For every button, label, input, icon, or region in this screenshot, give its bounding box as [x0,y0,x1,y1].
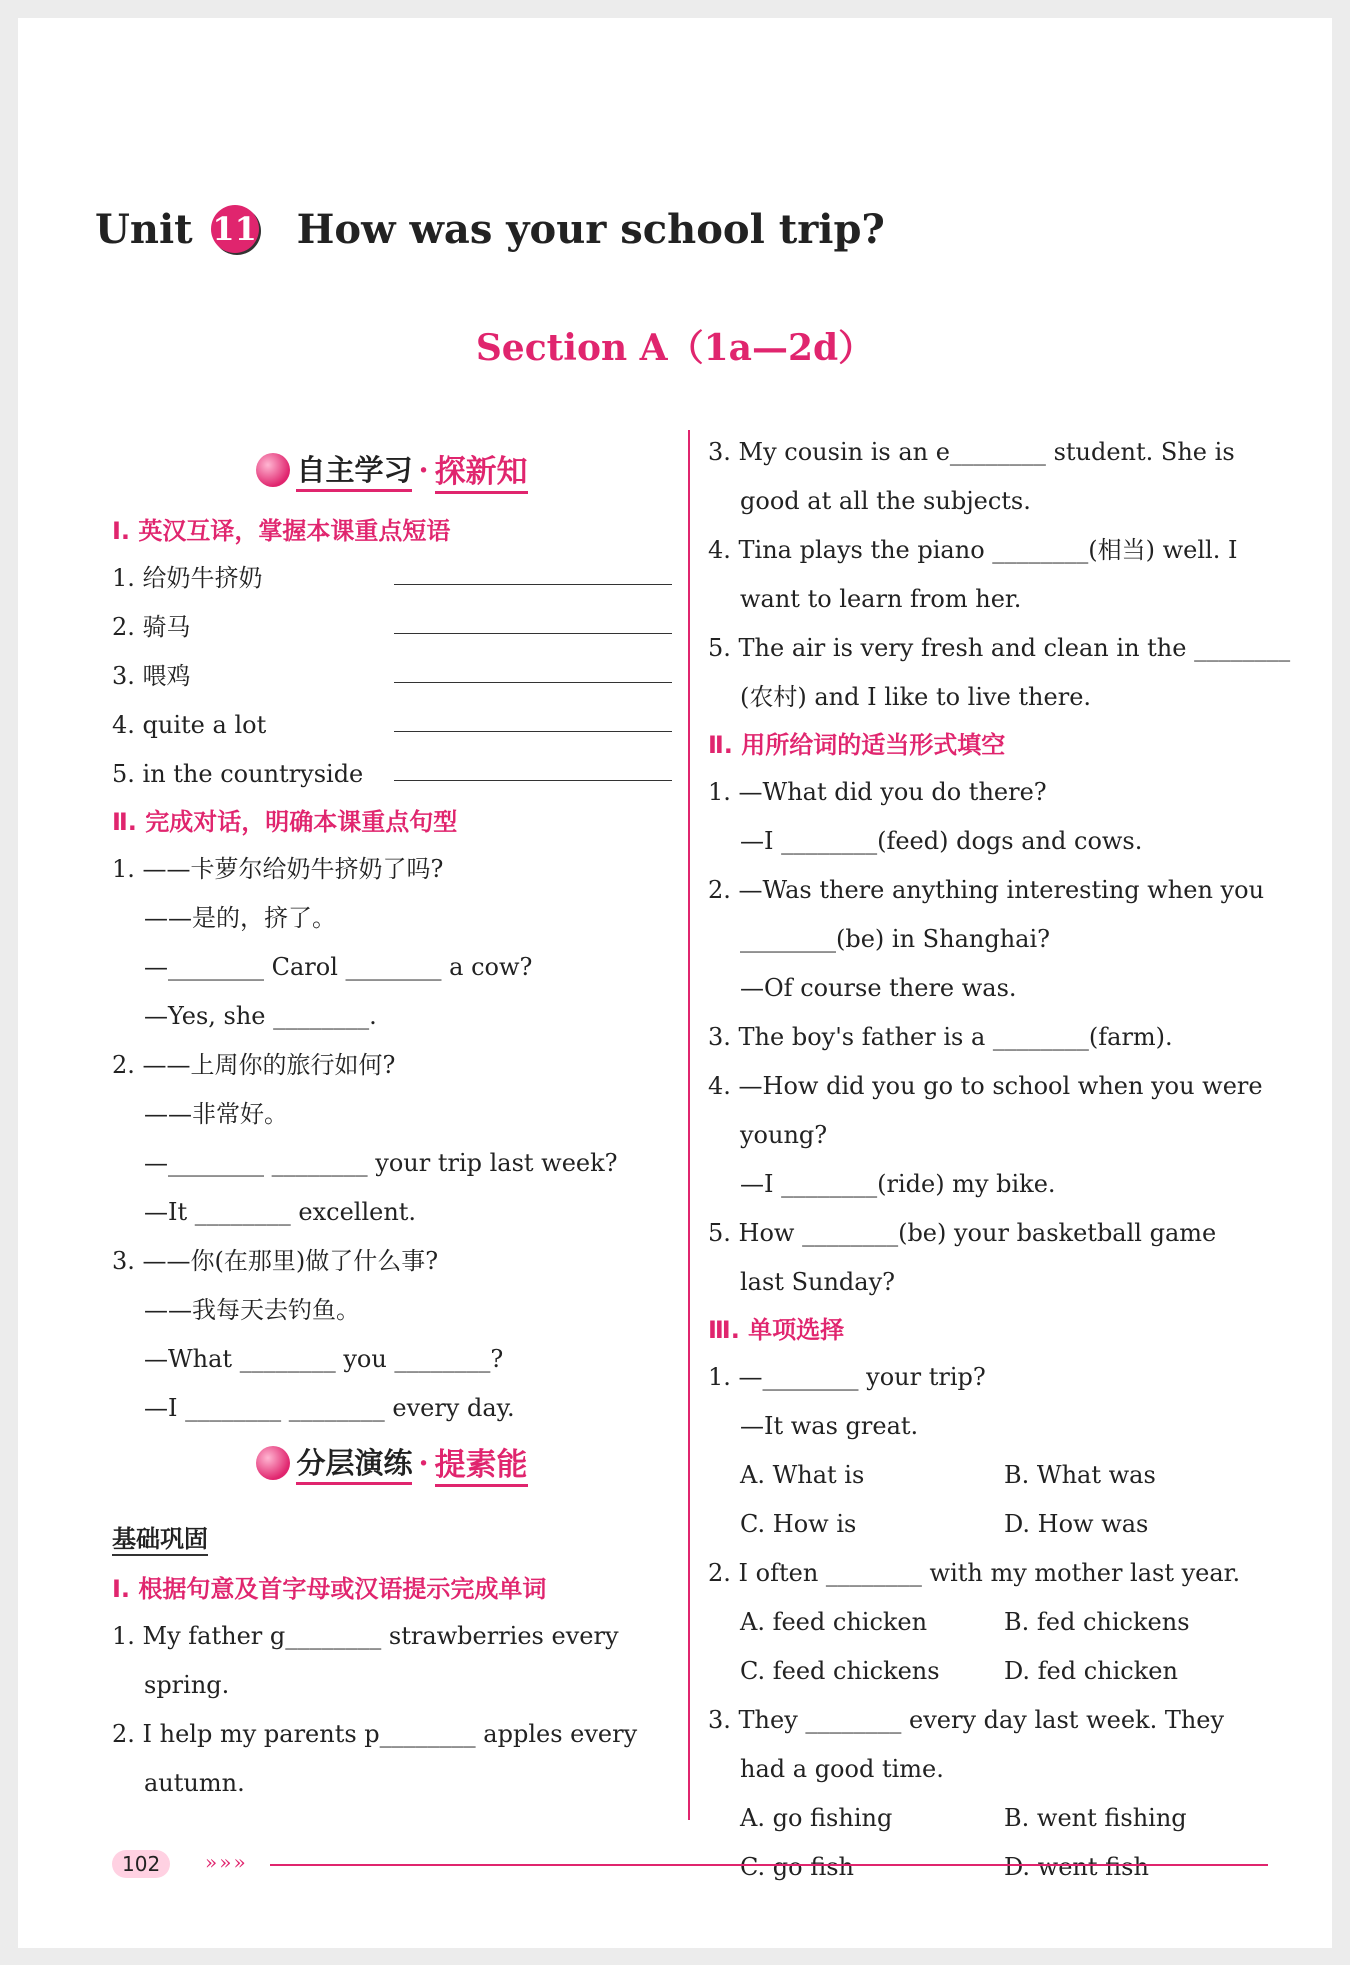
banner-left-text: 分层演练 [296,1441,412,1485]
unit-title [95,205,885,253]
dialogue-line: ——是的，挤了。 [144,904,336,932]
option-a[interactable]: A. What is [740,1461,865,1489]
mc-stem[interactable]: 2. I often ________ with my mother last year. [708,1559,1241,1587]
list-item: 2. 骑马 [112,603,672,652]
question-line: —Of course there was. [740,974,1017,1002]
option-b[interactable]: B. What was [1004,1461,1156,1489]
dialogue-line[interactable]: —I ________ ________ every day. [144,1394,515,1422]
mc-stem[interactable]: 3. They ________ every day last week. They [708,1706,1225,1734]
question-line[interactable]: 1. My father g________ strawberries every [112,1622,619,1650]
unit-title-text: How was your school trip? [296,205,885,253]
question-line[interactable]: 4. Tina plays the piano ________(相当) well. I [708,536,1238,564]
banner-left-text: 自主学习 [296,448,412,492]
mc-stem-cont: had a good time. [740,1755,944,1783]
option-d[interactable]: D. fed chicken [1004,1657,1178,1685]
page-number: 102 [112,1850,170,1878]
column-divider [688,430,690,1820]
footer-rule [270,1864,1268,1866]
option-c[interactable]: C. feed chickens [740,1657,940,1685]
question-line: young? [740,1121,828,1149]
dialogue-line[interactable]: —________ Carol ________ a cow? [144,953,533,981]
dialogue-line: ——非常好。 [144,1100,288,1128]
question-line: good at all the subjects. [740,487,1031,515]
list-item: 1. 给奶牛挤奶 [112,554,672,603]
mc-stem[interactable]: 1. —________ your trip? [708,1363,986,1391]
banner-practice [112,1433,672,1493]
part4-heading: Ⅱ. 用所给词的适当形式填空 [708,731,1006,759]
question-line[interactable]: 3. My cousin is an e________ student. She is [708,438,1235,466]
part5-heading: Ⅲ. 单项选择 [708,1316,845,1344]
mc-options [708,1843,1268,1892]
dot-icon: · [418,1446,429,1480]
question-line: autumn. [144,1769,245,1797]
mc-options [708,1451,1268,1500]
option-d[interactable]: D. went fish [1004,1853,1149,1881]
arrows-icon: »»» [205,1850,248,1874]
mc-options [708,1794,1268,1843]
unit-number-badge: 11 [211,205,259,253]
ball-icon [256,1446,290,1480]
option-b[interactable]: B. went fishing [1004,1804,1187,1832]
list-item: 3. 喂鸡 [112,652,672,701]
question-line[interactable]: 3. The boy's father is a ________(farm). [708,1023,1173,1051]
option-b[interactable]: B. fed chickens [1004,1608,1190,1636]
part3-heading: Ⅰ. 根据句意及首字母或汉语提示完成单词 [112,1575,547,1603]
ball-icon [256,453,290,487]
option-c[interactable]: C. How is [740,1510,857,1538]
answer-blank[interactable] [394,584,672,585]
dialogue-line[interactable]: —It ________ excellent. [144,1198,417,1226]
dialogue-line: 1. ——卡萝尔给奶牛挤奶了吗? [112,855,444,883]
list-item: 4. quite a lot [112,701,672,750]
dialogue-line: 2. ——上周你的旅行如何? [112,1051,396,1079]
unit-label: Unit [95,205,193,253]
banner-right-text: 探新知 [435,446,528,494]
mc-options [708,1647,1268,1696]
option-c[interactable]: C. go fish [740,1853,854,1881]
dot-icon: · [418,453,429,487]
question-line[interactable]: 5. The air is very fresh and clean in the ________ [708,634,1291,662]
left-column [112,440,672,1808]
question-line: want to learn from her. [740,585,1022,613]
option-a[interactable]: A. feed chicken [740,1608,928,1636]
answer-blank[interactable] [394,780,672,781]
mc-options [708,1598,1268,1647]
question-line: last Sunday? [740,1268,896,1296]
option-d[interactable]: D. How was [1004,1510,1149,1538]
list-item: 5. in the countryside [112,750,672,799]
question-line[interactable]: ________(be) in Shanghai? [740,925,1051,953]
question-line: 2. —Was there anything interesting when you [708,876,1265,904]
dialogue-line: ——我每天去钓鱼。 [144,1296,360,1324]
question-line: 4. —How did you go to school when you were [708,1072,1263,1100]
question-line[interactable]: —I ________(ride) my bike. [740,1170,1056,1198]
mc-options [708,1500,1268,1549]
question-line[interactable]: 5. How ________(be) your basketball game [708,1219,1217,1247]
section-title: Section A（1a—2d） [475,327,875,369]
option-a[interactable]: A. go fishing [740,1804,893,1832]
basic-subheading: 基础巩固 [112,1519,208,1556]
right-column [708,428,1291,1892]
banner-self-study [112,440,672,500]
question-line[interactable]: 2. I help my parents p________ apples every [112,1720,638,1748]
dialogue-line[interactable]: —________ ________ your trip last week? [144,1149,618,1177]
question-line[interactable]: —I ________(feed) dogs and cows. [740,827,1143,855]
question-line: (农村) and I like to live there. [740,683,1092,711]
dialogue-line[interactable]: —What ________ you ________? [144,1345,504,1373]
mc-reply: —It was great. [740,1412,919,1440]
question-line: 1. —What did you do there? [708,778,1047,806]
banner-right-text: 提素能 [435,1439,528,1487]
part2-heading: Ⅱ. 完成对话，明确本课重点句型 [112,808,458,836]
answer-blank[interactable] [394,682,672,683]
question-line: spring. [144,1671,230,1699]
answer-blank[interactable] [394,633,672,634]
dialogue-line: 3. ——你(在那里)做了什么事? [112,1247,439,1275]
dialogue-line[interactable]: —Yes, she ________. [144,1002,377,1030]
answer-blank[interactable] [394,731,672,732]
part1-heading: Ⅰ. 英汉互译，掌握本课重点短语 [112,517,451,545]
